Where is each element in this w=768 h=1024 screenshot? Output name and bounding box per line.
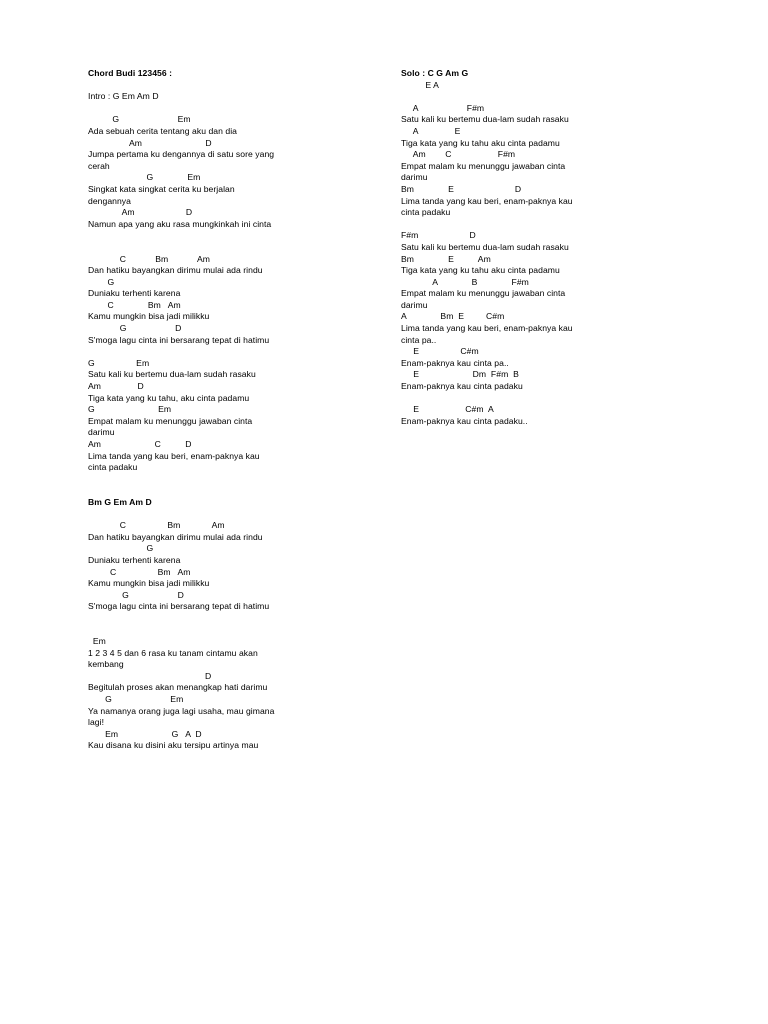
lyric-line: Kamu mungkin bisa jadi milikku bbox=[88, 311, 210, 322]
lyric-line: Empat malam ku menunggu jawaban cinta bbox=[88, 415, 253, 426]
solo-line: Solo : C G Am G bbox=[401, 68, 469, 78]
lyric-line: darimu bbox=[401, 172, 428, 183]
lyric-line: Satu kali ku bertemu dua-lam sudah rasaku bbox=[401, 114, 569, 125]
blank-line bbox=[88, 103, 375, 115]
lyric-line: cinta pa.. bbox=[401, 334, 437, 345]
lyric-line: Singkat kata singkat cerita ku berjalan bbox=[88, 183, 235, 194]
blank-line bbox=[401, 91, 688, 103]
lyric-line: Kau disana ku disini aku tersipu artinya mau bbox=[88, 740, 259, 751]
right-column bbox=[401, 68, 688, 752]
lyric-line: Lima tanda yang kau beri, enam-paknya kau bbox=[401, 323, 573, 334]
lyric-line: Ada sebuah cerita tentang aku dan dia bbox=[88, 125, 238, 136]
lyric-line: cinta padaku bbox=[88, 462, 138, 473]
lyric-line: Duniaku terhenti karena bbox=[88, 554, 181, 565]
blank-line bbox=[88, 485, 375, 497]
lyric-line: Lima tanda yang kau beri, enam-paknya kau bbox=[88, 450, 260, 461]
chord-line: E C#m bbox=[401, 346, 479, 357]
lyric-line: Tiga kata yang ku tahu, aku cinta padamu bbox=[88, 392, 250, 403]
song-title: Chord Budi 123456 : bbox=[88, 68, 173, 78]
interlude-line: Bm G Em Am D bbox=[88, 496, 152, 507]
lyric-line: darimu bbox=[88, 427, 115, 438]
blank-line bbox=[88, 80, 375, 92]
chord-line: Am D bbox=[88, 137, 212, 148]
lyric-line: Empat malam ku menunggu jawaban cinta bbox=[401, 160, 566, 171]
blank-line bbox=[88, 625, 375, 637]
chord-line: C Bm Am bbox=[88, 520, 225, 531]
chord-line: Bm E Am bbox=[401, 253, 491, 264]
chord-line: E Dm F#m B bbox=[401, 369, 519, 380]
chord-line: G D bbox=[88, 589, 184, 600]
lyric-line: S'moga lagu cinta ini bersarang tepat di hatimu bbox=[88, 334, 270, 345]
chord-line: E C#m A bbox=[401, 404, 494, 415]
lyric-line: Duniaku terhenti karena bbox=[88, 288, 181, 299]
chord-line: Am C F#m bbox=[401, 149, 516, 160]
blank-line bbox=[88, 346, 375, 358]
lyric-line: 1 2 3 4 5 dan 6 rasa ku tanam cintamu akan bbox=[88, 647, 258, 658]
chord-line: Em bbox=[88, 636, 106, 647]
chord-line: C Bm Am bbox=[88, 253, 210, 264]
lyric-line: Begitulah proses akan menangkap hati darimu bbox=[88, 682, 268, 693]
lyric-line: Tiga kata yang ku tahu aku cinta padamu bbox=[401, 137, 560, 148]
chord-line: G Em bbox=[88, 114, 191, 125]
chord-line: G Em bbox=[88, 172, 201, 183]
blank-line bbox=[88, 230, 375, 242]
chord-line: Bm E D bbox=[401, 183, 522, 194]
chord-line: A F#m bbox=[401, 102, 485, 113]
chord-line: D bbox=[88, 670, 212, 681]
lyric-line: Jumpa pertama ku dengannya di satu sore yang bbox=[88, 149, 275, 160]
lyric-line: Empat malam ku menunggu jawaban cinta bbox=[401, 288, 566, 299]
chord-line: A B F#m bbox=[401, 276, 529, 287]
lyric-line: cerah bbox=[88, 160, 110, 171]
lyric-line: Dan hatiku bayangkan dirimu mulai ada rindu bbox=[88, 531, 263, 542]
lyric-line: Ya namanya orang juga lagi usaha, mau gimana bbox=[88, 705, 275, 716]
chord-line: G bbox=[88, 543, 154, 554]
lyric-line: Enam-paknya kau cinta padaku bbox=[401, 381, 523, 392]
chord-line: F#m D bbox=[401, 230, 476, 241]
lyric-line: S'moga lagu cinta ini bersarang tepat di hatimu bbox=[88, 601, 270, 612]
lyric-line: Kamu mungkin bisa jadi milikku bbox=[88, 578, 210, 589]
chord-line: Am D bbox=[88, 207, 193, 218]
lyric-line: Dan hatiku bayangkan dirimu mulai ada rindu bbox=[88, 265, 263, 276]
blank-line bbox=[401, 393, 688, 405]
blank-line bbox=[88, 509, 375, 521]
left-column bbox=[88, 68, 375, 752]
chord-line: C Bm Am bbox=[88, 299, 181, 310]
chord-line: G D bbox=[88, 323, 182, 334]
chord-line: E A bbox=[401, 79, 439, 90]
chord-line: A E bbox=[401, 125, 461, 136]
lyric-line: Satu kali ku bertemu dua-lam sudah rasaku bbox=[401, 241, 569, 252]
lyric-line: darimu bbox=[401, 299, 428, 310]
blank-line bbox=[88, 613, 375, 625]
lyric-line: Lima tanda yang kau beri, enam-paknya kau bbox=[401, 195, 573, 206]
chord-line: G Em bbox=[88, 357, 150, 368]
blank-line bbox=[88, 242, 375, 254]
lyric-line: lagi! bbox=[88, 717, 105, 728]
chord-line: Am C D bbox=[88, 439, 192, 449]
blank-line bbox=[88, 474, 375, 486]
lyric-line: kembang bbox=[88, 659, 124, 670]
lyric-line: Tiga kata yang ku tahu aku cinta padamu bbox=[401, 265, 560, 276]
chord-line: C Bm Am bbox=[88, 566, 191, 577]
lyric-line: Satu kali ku bertemu dua-lam sudah rasaku bbox=[88, 369, 256, 380]
chord-line: G bbox=[88, 276, 115, 287]
chord-line: A Bm E C#m bbox=[401, 311, 505, 322]
intro-line: Intro : G Em Am D bbox=[88, 91, 159, 102]
lyric-line: cinta padaku bbox=[401, 207, 451, 218]
lyric-line: Enam-paknya kau cinta padaku.. bbox=[401, 415, 528, 426]
lyric-line: Namun apa yang aku rasa mungkinkah ini cinta bbox=[88, 218, 272, 229]
lyric-line: Enam-paknya kau cinta pa.. bbox=[401, 357, 509, 368]
chord-line: G Em bbox=[88, 404, 172, 415]
document-columns bbox=[88, 68, 688, 752]
chord-line: G Em bbox=[88, 694, 184, 705]
blank-line bbox=[401, 219, 688, 231]
lyric-line: dengannya bbox=[88, 195, 131, 206]
chord-line: Em G A D bbox=[88, 728, 202, 739]
chord-line: Am D bbox=[88, 381, 144, 392]
